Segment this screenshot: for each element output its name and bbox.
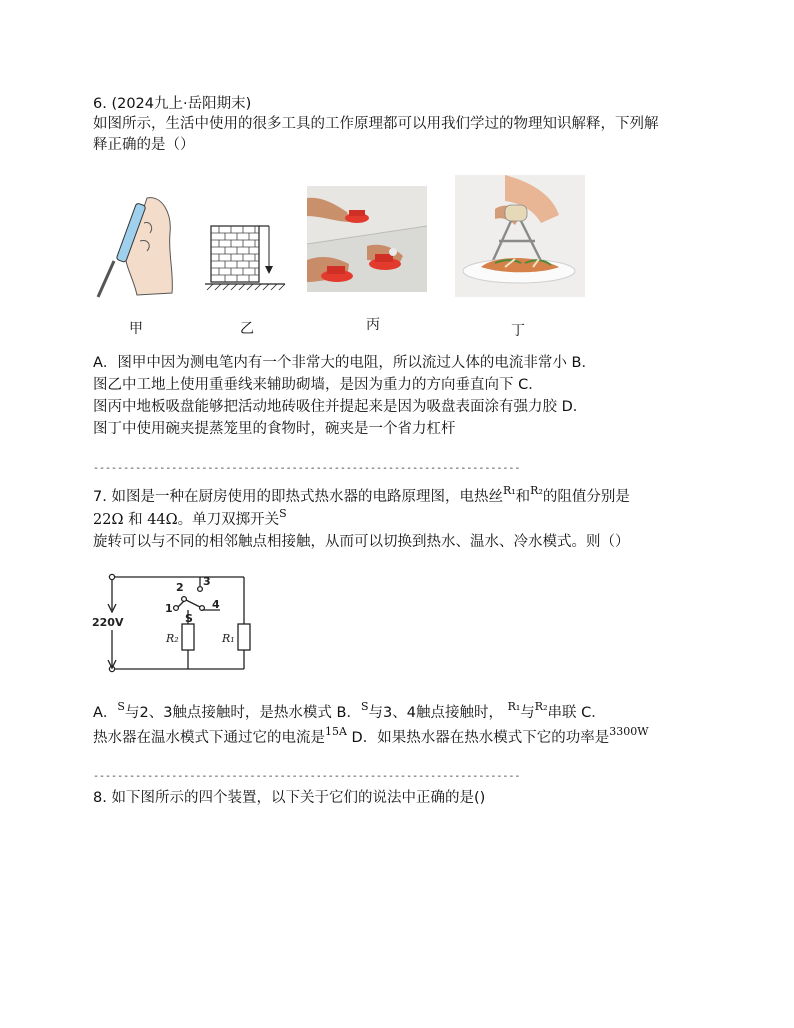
circuit-node-1: 1 xyxy=(165,602,173,615)
q8-stem: 8. 如下图所示的四个装置，以下关于它们的说法中正确的是() xyxy=(93,790,486,806)
circuit-node-4: 4 xyxy=(212,598,220,611)
q7-stem-text-a: 7. 如图是一种在厨房使用的即热式热水器的电路原理图，电热丝 xyxy=(93,489,503,505)
q7-opt-b-r2: R₂ xyxy=(534,700,548,713)
q7-opt-a-prefix: A． xyxy=(93,705,118,721)
circuit-r2-label: R₂ xyxy=(166,632,179,645)
figure-suction-cup xyxy=(307,186,427,292)
figure-brick-wall xyxy=(205,222,287,294)
q7-opt-b-s: S xyxy=(360,700,369,713)
q6-option-line1: A．图甲中因为测电笔内有一个非常大的电阻，所以流过人体的电流非常小 B． xyxy=(93,355,596,371)
caption-yi: 乙 xyxy=(240,321,254,337)
q7-stem-line2 xyxy=(93,507,287,531)
q6-stem-line1: 如图所示，生活中使用的很多工具的工作原理都可以用我们学过的物理知识解释，下列解 xyxy=(93,116,659,132)
divider-1: ----------------------------------------------------------------------- xyxy=(93,463,521,474)
q6-header: 6. (2024九上·岳阳期末) xyxy=(93,96,252,112)
q7-opt-b-r1: R₁ xyxy=(507,700,521,713)
q7-stem-line1 xyxy=(93,484,630,508)
circuit-node-3: 3 xyxy=(203,575,211,588)
divider-2: ----------------------------------------------------------------------- xyxy=(93,771,521,782)
q7-opt-d-text: D．如果热水器在热水模式下它的功率是 xyxy=(346,730,610,746)
q7-option-line1 xyxy=(93,700,606,724)
q6-option-line2: 图乙中工地上使用重垂线来辅助砌墙，是因为重力的方向垂直向下 C． xyxy=(93,377,543,393)
q7-opt-d-power: 3300W xyxy=(609,725,649,738)
circuit-switch-label: S xyxy=(185,612,193,625)
circuit-node-2: 2 xyxy=(176,581,184,594)
q7-opt-b-with: 与 xyxy=(520,705,535,721)
caption-ding: 丁 xyxy=(511,323,525,339)
caption-bing: 丙 xyxy=(366,317,380,333)
q7-and: 和 xyxy=(515,489,531,505)
figure-test-pen xyxy=(92,193,182,301)
q7-resistance-values: 22Ω 和 44Ω xyxy=(93,512,178,528)
circuit-diagram xyxy=(90,570,270,678)
circuit-voltage-label: 220V xyxy=(92,616,124,629)
q7-symbol-r2: R₂ xyxy=(530,484,543,497)
q7-opt-c-text: 热水器在温水模式下通过它的电流是 xyxy=(93,730,325,746)
q6-option-line3: 图丙中地板吸盘能够把活动地砖吸住并提起来是因为吸盘表面涂有强力胶 D． xyxy=(93,399,588,415)
figure-dish-clip xyxy=(455,175,585,297)
q7-opt-b-text: 与3、4触点接触时， xyxy=(368,705,503,721)
q7-stem-line3: 旋转可以与不同的相邻触点相接触，从而可以切换到热水、温水、冷水模式。则（） xyxy=(93,534,630,550)
q6-stem-line2: 释正确的是（） xyxy=(93,137,195,153)
q6-option-line4: 图丁中使用碗夹提蒸笼里的食物时，碗夹是一个省力杠杆 xyxy=(93,421,456,437)
q7-opt-a-text: 与2、3触点接触时，是热水模式 B． xyxy=(124,705,361,721)
q7-symbol-s: S xyxy=(279,507,287,520)
circuit-r1-label: R₁ xyxy=(222,632,235,645)
q7-stem-text-b: 的阻值分别是 xyxy=(542,489,630,505)
q7-symbol-r1: R₁ xyxy=(502,484,516,497)
q7-option-line2 xyxy=(93,725,649,749)
q7-opt-b-end: 串联 C． xyxy=(547,705,606,721)
caption-jia: 甲 xyxy=(129,321,143,337)
q7-opt-c-current: 15A xyxy=(325,725,347,738)
q7-switch-text: 。单刀双掷开关 xyxy=(177,512,280,528)
q7-opt-a-s: S xyxy=(117,700,125,713)
